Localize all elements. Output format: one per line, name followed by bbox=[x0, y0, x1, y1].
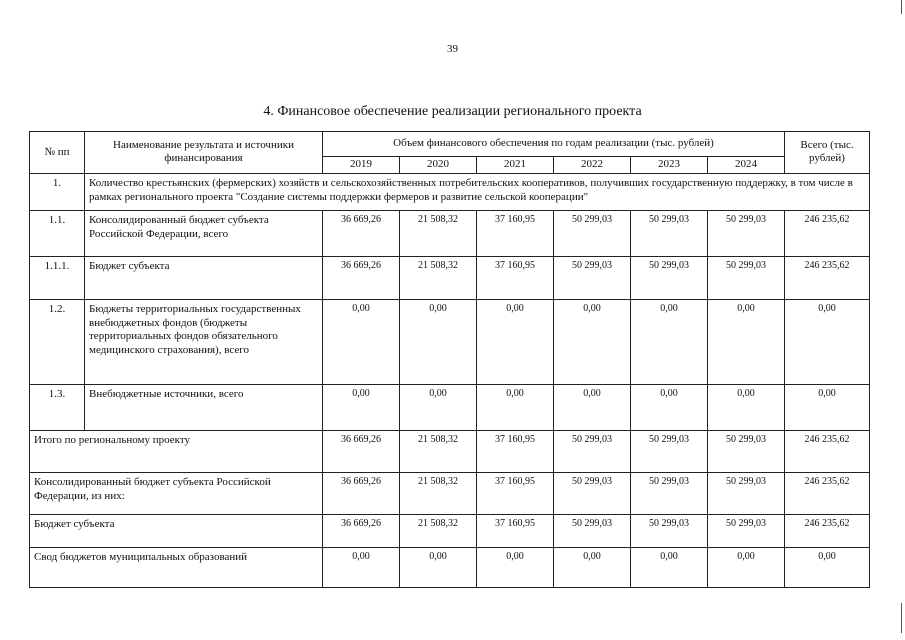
section-row bbox=[30, 173, 870, 210]
value-cell: 50 299,03 bbox=[708, 430, 785, 472]
value-cell: 0,00 bbox=[323, 547, 400, 587]
value-cell: 0,00 bbox=[477, 384, 554, 430]
total-cell: 246 235,62 bbox=[785, 256, 870, 299]
summary-name: Бюджет субъекта bbox=[30, 514, 323, 547]
value-cell: 0,00 bbox=[708, 547, 785, 587]
header-name: Наименование результата и источники финансирования bbox=[85, 132, 323, 174]
value-cell: 0,00 bbox=[631, 299, 708, 384]
value-cell: 37 160,95 bbox=[477, 256, 554, 299]
summary-row bbox=[30, 430, 870, 472]
row-num: 1.1. bbox=[30, 210, 85, 256]
value-cell: 50 299,03 bbox=[708, 256, 785, 299]
value-cell: 50 299,03 bbox=[554, 256, 631, 299]
header-year: 2019 bbox=[323, 157, 400, 174]
row-name: Бюджет субъекта bbox=[85, 256, 323, 299]
value-cell: 50 299,03 bbox=[631, 210, 708, 256]
value-cell: 50 299,03 bbox=[631, 430, 708, 472]
value-cell: 36 669,26 bbox=[323, 430, 400, 472]
row-num: 1. bbox=[30, 173, 85, 210]
value-cell: 50 299,03 bbox=[554, 514, 631, 547]
value-cell: 0,00 bbox=[631, 547, 708, 587]
section-title: 4. Финансовое обеспечение реализации регионального проекта bbox=[263, 104, 642, 119]
total-cell: 0,00 bbox=[785, 299, 870, 384]
value-cell: 37 160,95 bbox=[477, 210, 554, 256]
total-cell: 246 235,62 bbox=[785, 472, 870, 514]
total-cell: 0,00 bbox=[785, 384, 870, 430]
table-row bbox=[30, 384, 870, 430]
value-cell: 0,00 bbox=[554, 299, 631, 384]
value-cell: 50 299,03 bbox=[554, 430, 631, 472]
value-cell: 21 508,32 bbox=[400, 514, 477, 547]
value-cell: 0,00 bbox=[708, 299, 785, 384]
row-num: 1.1.1. bbox=[30, 256, 85, 299]
header-year: 2020 bbox=[400, 157, 477, 174]
value-cell: 50 299,03 bbox=[631, 256, 708, 299]
edge-mark bbox=[901, 603, 902, 633]
value-cell: 0,00 bbox=[323, 384, 400, 430]
value-cell: 0,00 bbox=[554, 547, 631, 587]
total-cell: 0,00 bbox=[785, 547, 870, 587]
value-cell: 0,00 bbox=[477, 299, 554, 384]
value-cell: 50 299,03 bbox=[631, 472, 708, 514]
summary-row bbox=[30, 547, 870, 587]
row-name: Консолидированный бюджет субъекта Российской Федерации, всего bbox=[85, 210, 323, 256]
table-row bbox=[30, 299, 870, 384]
summary-row bbox=[30, 472, 870, 514]
summary-row bbox=[30, 514, 870, 547]
edge-mark bbox=[901, 0, 902, 14]
summary-name: Итого по региональному проекту bbox=[30, 430, 323, 472]
total-cell: 246 235,62 bbox=[785, 210, 870, 256]
value-cell: 0,00 bbox=[554, 384, 631, 430]
value-cell: 50 299,03 bbox=[708, 210, 785, 256]
header-year: 2021 bbox=[477, 157, 554, 174]
header-num: № пп bbox=[30, 132, 85, 174]
value-cell: 0,00 bbox=[400, 384, 477, 430]
row-num: 1.2. bbox=[30, 299, 85, 384]
value-cell: 36 669,26 bbox=[323, 514, 400, 547]
value-cell: 0,00 bbox=[400, 547, 477, 587]
header-volume: Объем финансового обеспечения по годам реализации (тыс. рублей) bbox=[323, 132, 785, 157]
table-row bbox=[30, 256, 870, 299]
value-cell: 0,00 bbox=[400, 299, 477, 384]
value-cell: 0,00 bbox=[708, 384, 785, 430]
financing-table bbox=[29, 131, 870, 588]
value-cell: 50 299,03 bbox=[554, 472, 631, 514]
header-year: 2024 bbox=[708, 157, 785, 174]
row-num: 1.3. bbox=[30, 384, 85, 430]
row-name: Бюджеты территориальных государственных внебюджетных фондов (бюджеты территориальных фондов обязательного медицинского страхования), всего bbox=[85, 299, 323, 384]
value-cell: 0,00 bbox=[477, 547, 554, 587]
value-cell: 0,00 bbox=[631, 384, 708, 430]
value-cell: 21 508,32 bbox=[400, 472, 477, 514]
summary-name: Консолидированный бюджет субъекта Российской Федерации, из них: bbox=[30, 472, 323, 514]
value-cell: 36 669,26 bbox=[323, 472, 400, 514]
value-cell: 50 299,03 bbox=[708, 472, 785, 514]
summary-name: Свод бюджетов муниципальных образований bbox=[30, 547, 323, 587]
header-total: Всего (тыс. рублей) bbox=[785, 132, 870, 174]
row-name: Внебюджетные источники, всего bbox=[85, 384, 323, 430]
section-text: Количество крестьянских (фермерских) хозяйств и сельскохозяйственных потребительских кооперативов, получивших государственную поддержку, в том числе в рамках регионального проекта "Создание системы поддержки фермеров и развитие сельской кооперации" bbox=[85, 173, 870, 210]
header-year: 2022 bbox=[554, 157, 631, 174]
total-cell: 246 235,62 bbox=[785, 430, 870, 472]
value-cell: 50 299,03 bbox=[631, 514, 708, 547]
value-cell: 21 508,32 bbox=[400, 430, 477, 472]
header-year: 2023 bbox=[631, 157, 708, 174]
value-cell: 21 508,32 bbox=[400, 256, 477, 299]
value-cell: 50 299,03 bbox=[554, 210, 631, 256]
value-cell: 21 508,32 bbox=[400, 210, 477, 256]
value-cell: 36 669,26 bbox=[323, 210, 400, 256]
value-cell: 37 160,95 bbox=[477, 430, 554, 472]
value-cell: 37 160,95 bbox=[477, 472, 554, 514]
value-cell: 0,00 bbox=[323, 299, 400, 384]
table-row bbox=[30, 210, 870, 256]
total-cell: 246 235,62 bbox=[785, 514, 870, 547]
page-number: 39 bbox=[447, 43, 458, 55]
value-cell: 37 160,95 bbox=[477, 514, 554, 547]
value-cell: 36 669,26 bbox=[323, 256, 400, 299]
value-cell: 50 299,03 bbox=[708, 514, 785, 547]
